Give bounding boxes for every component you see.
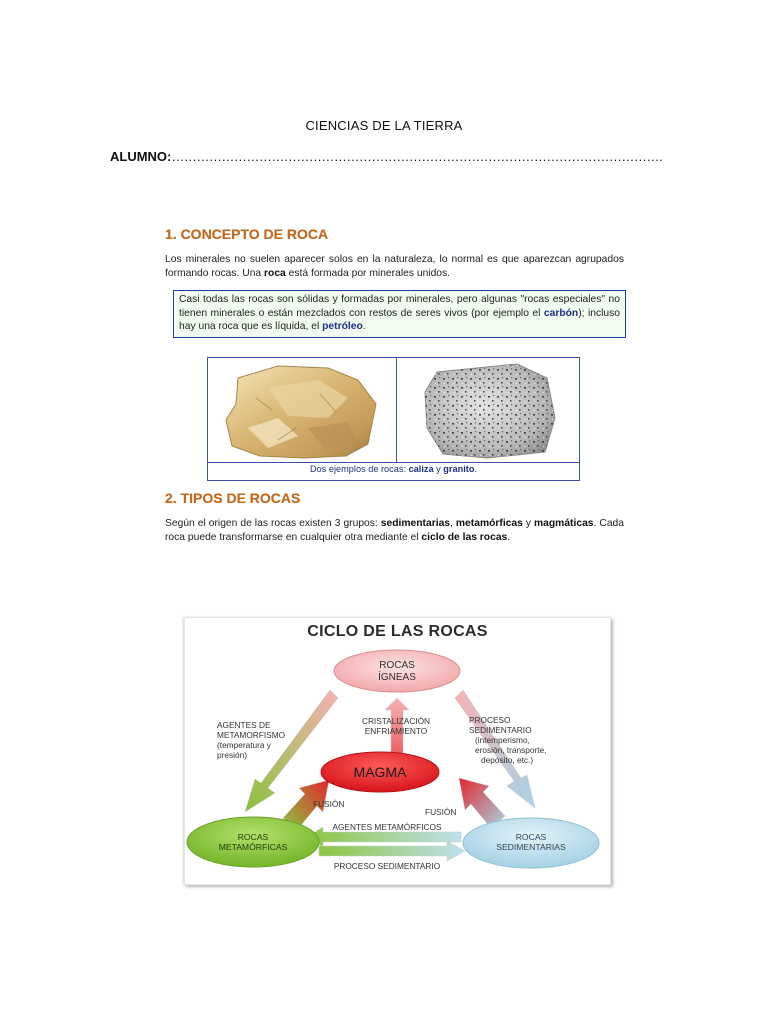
caption-divider xyxy=(208,462,579,463)
note-bold-carbon: carbón xyxy=(543,307,579,319)
section2-heading: 2. TIPOS DE ROCAS xyxy=(165,490,301,506)
metamorficas-label-1: ROCAS xyxy=(237,832,269,842)
student-name-line xyxy=(110,149,662,164)
bold-metamorficas: metamórficas xyxy=(455,518,523,529)
rock-photos-caption xyxy=(208,464,579,474)
document-title: CIENCIAS DE LA TIERRA xyxy=(305,118,463,133)
label-proceso-sedimentario: PROCESO SEDIMENTARIO xyxy=(333,861,441,871)
note-text-b: ); incluso hay una roca que es líquida, el xyxy=(179,307,620,332)
section1-heading: 1. CONCEPTO DE ROCA xyxy=(165,226,329,242)
node-rocas-igneas xyxy=(334,650,460,692)
caption-text-b: y xyxy=(433,464,444,474)
section1-text-a: Los minerales no suelen aparecer solos en la naturaleza, lo normal es que aparezcan agrupados formando rocas. Una xyxy=(165,254,624,279)
rock-photos-figure xyxy=(207,357,580,481)
note-bold-petroleo: petróleo xyxy=(322,321,363,332)
granite-rock-image xyxy=(397,358,579,462)
label-enfriamiento: ENFRIAMIENTO xyxy=(364,726,428,736)
igneas-label-1: ROCAS xyxy=(379,660,415,671)
note-box xyxy=(173,290,626,338)
label-fusion-right: FUSIÓN xyxy=(425,807,457,817)
section2-sep2: y xyxy=(522,518,534,529)
caption-bold-granito: granito xyxy=(443,464,475,474)
magma-label: MAGMA xyxy=(353,764,407,780)
caption-bold-caliza: caliza xyxy=(408,464,434,474)
label-fusion-left: FUSIÓN xyxy=(313,799,345,809)
rock-cycle-graphic xyxy=(185,618,610,884)
metamorficas-label-2: METAMÓRFICAS xyxy=(218,842,288,852)
label-agentes-4: presión) xyxy=(217,750,247,760)
student-name-dots: ………………………………………………………………………………………………………. xyxy=(171,149,663,164)
student-label: ALUMNO: xyxy=(110,149,172,164)
label-agentes-2: METAMORFISMO xyxy=(217,730,286,740)
caption-text-c: . xyxy=(474,464,477,474)
note-text-a: Casi todas las rocas son sólidas y formadas por minerales, pero algunas "rocas especiales" no tienen minerales o están mezclados con restos de seres vivos (por ejemplo el xyxy=(179,294,620,319)
sedimentarias-label-2: SEDIMENTARIAS xyxy=(496,842,566,852)
igneas-label-2: ÍGNEAS xyxy=(378,672,416,683)
section1-bold-roca: roca xyxy=(264,267,286,279)
section2-text-b: . Cada roca puede transformarse en cualquier otra mediante el xyxy=(165,518,624,543)
bold-ciclo-de-las-rocas: ciclo de las rocas xyxy=(421,531,508,543)
label-proceso-4: erosión, transporte, xyxy=(475,745,547,755)
note-text-c: . xyxy=(362,321,366,332)
section2-text-a: Según el origen de las rocas existen 3 grupos: xyxy=(165,518,381,529)
label-proceso-3: (intemperismo, xyxy=(475,735,530,745)
label-proceso-1: PROCESO xyxy=(469,715,511,725)
label-agentes-1: AGENTES DE xyxy=(217,720,271,730)
caption-text-a: Dos ejemplos de rocas: xyxy=(310,464,409,474)
bold-sedimentarias: sedimentarias xyxy=(380,518,451,529)
section2-text-c: . xyxy=(507,531,511,543)
arrow-sedimentarias-to-magma xyxy=(459,778,505,828)
section1-text-b: está formada por minerales unidos. xyxy=(285,267,451,279)
label-cristalizacion: CRISTALIZACIÓN xyxy=(361,716,431,726)
section2-paragraph xyxy=(165,517,624,544)
label-agentes-metamorficos: AGENTES METAMÓRFICOS xyxy=(332,822,442,832)
sedimentarias-label-1: ROCAS xyxy=(515,832,547,842)
rock-cycle-diagram xyxy=(184,617,611,885)
label-agentes-3: (temperatura y xyxy=(217,740,271,750)
bold-magmaticas: magmáticas xyxy=(534,518,594,529)
label-proceso-5: depósito, etc.) xyxy=(481,755,534,765)
section2-sep1: , xyxy=(450,518,456,529)
limestone-rock-image xyxy=(208,358,396,462)
section1-paragraph xyxy=(165,253,624,280)
label-proceso-2: SEDIMENTARIO xyxy=(469,725,532,735)
diagram-title: CICLO DE LAS ROCAS xyxy=(307,623,488,640)
arrow-proceso-sedimentario xyxy=(319,841,465,861)
